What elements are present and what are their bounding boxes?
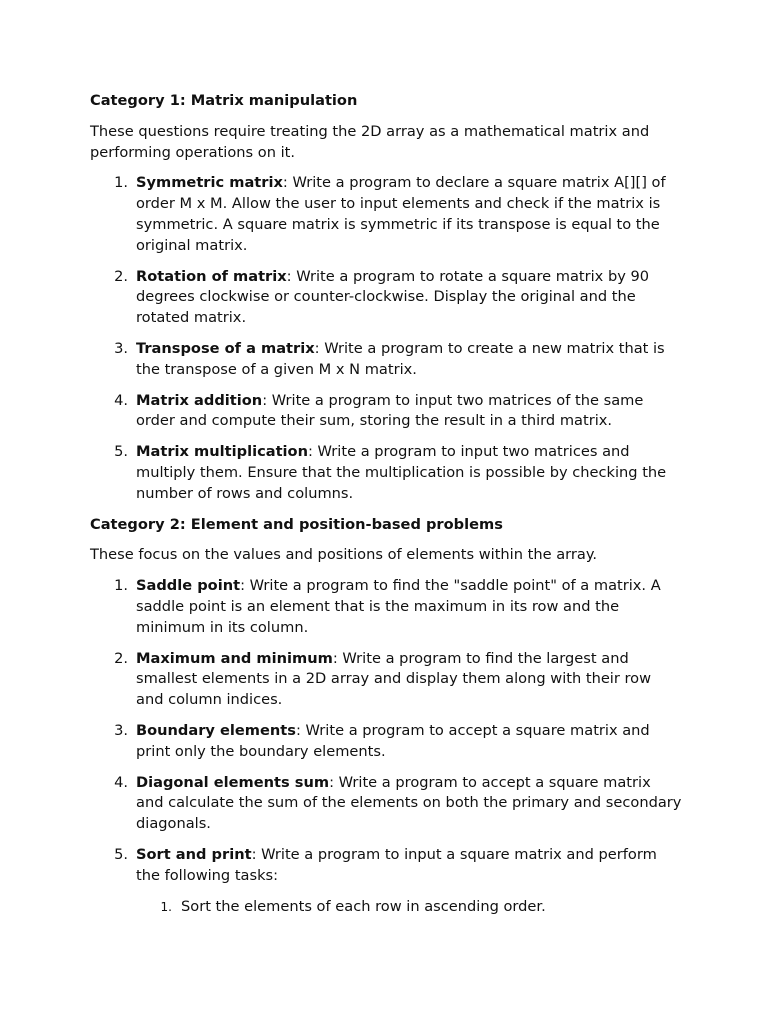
list-item: [90, 845, 682, 917]
list-item: [90, 649, 682, 711]
list-number: 2.: [114, 649, 128, 667]
list-number: 4.: [114, 773, 128, 791]
item-term: Matrix addition: [136, 391, 263, 409]
item-term: Sort and print: [136, 845, 252, 863]
item-term: Saddle point: [136, 577, 241, 595]
list-number: 5.: [114, 443, 128, 461]
list-item: [90, 442, 682, 504]
item-description: : Write a program to accept a square matrix and print only the boundary elements.: [136, 721, 650, 760]
item-description: : Write a program to rotate a square matrix by 90 degrees clockwise or counter-clockwise. Display the original and the rotated matrix.: [136, 267, 650, 327]
item-description: : Write a program to declare a square matrix A[][] of order M x M. Allow the user to input elements and check if the matrix is symmetric. A square matrix is symmetric if its transpose is equal to the original matrix.: [136, 174, 666, 254]
list-item: [90, 721, 682, 763]
list-item: [90, 339, 682, 381]
item-term: Transpose of a matrix: [136, 339, 315, 357]
item-term: Symmetric matrix: [136, 174, 283, 192]
sub-item-text: Sort the elements of each row in ascending order.: [181, 897, 546, 915]
item-description: : Write a program to accept a square matrix and calculate the sum of the elements on both the primary and secondary diagonals.: [136, 773, 682, 833]
item-term: Matrix multiplication: [136, 443, 308, 461]
item-description: : Write a program to input two matrices and multiply them. Ensure that the multiplication is possible by checking the number of rows and columns.: [136, 443, 667, 502]
document-page: [90, 91, 682, 927]
list-item: [90, 576, 682, 638]
category-1-intro: These questions require treating the 2D array as a mathematical matrix and performing operations on it.: [90, 122, 650, 161]
item-description: : Write a program to find the "saddle point" of a matrix. A saddle point is an element that is the maximum in its row and the minimum in its column.: [136, 577, 661, 636]
list-item: [90, 173, 682, 256]
list-number: 3.: [114, 339, 128, 357]
item-description: : Write a program to find the largest and smallest elements in a 2D array and display them along with their row and column indices.: [136, 649, 652, 709]
list-number: 4.: [114, 391, 128, 409]
sub-list: [136, 897, 682, 918]
list-number: 3.: [114, 721, 128, 739]
list-item: [90, 391, 682, 433]
list-number: 1.: [114, 174, 128, 192]
category-2-intro: These focus on the values and positions of elements within the array.: [90, 546, 598, 564]
list-item: [90, 773, 682, 835]
category-1-list: [90, 173, 682, 504]
category-2-heading: Category 2: Element and position-based problems: [90, 515, 503, 533]
category-1-heading: Category 1: Matrix manipulation: [90, 92, 358, 109]
item-term: Diagonal elements sum: [136, 773, 330, 791]
item-term: Boundary elements: [136, 721, 296, 739]
item-term: Rotation of matrix: [136, 267, 287, 285]
item-description: : Write a program to input two matrices of the same order and compute their sum, storing the result in a third matrix.: [136, 391, 644, 430]
list-number: 2.: [114, 267, 128, 285]
item-description: : Write a program to create a new matrix that is the transpose of a given M x N matrix.: [136, 339, 665, 378]
sub-list-item: [136, 897, 682, 918]
item-description: : Write a program to input a square matrix and perform the following tasks:: [136, 845, 657, 884]
item-term: Maximum and minimum: [136, 649, 333, 667]
list-number: 5.: [114, 845, 128, 863]
category-2-list: [90, 576, 682, 917]
sub-list-number: 1.: [160, 899, 172, 914]
list-item: [90, 267, 682, 329]
list-number: 1.: [114, 577, 128, 595]
